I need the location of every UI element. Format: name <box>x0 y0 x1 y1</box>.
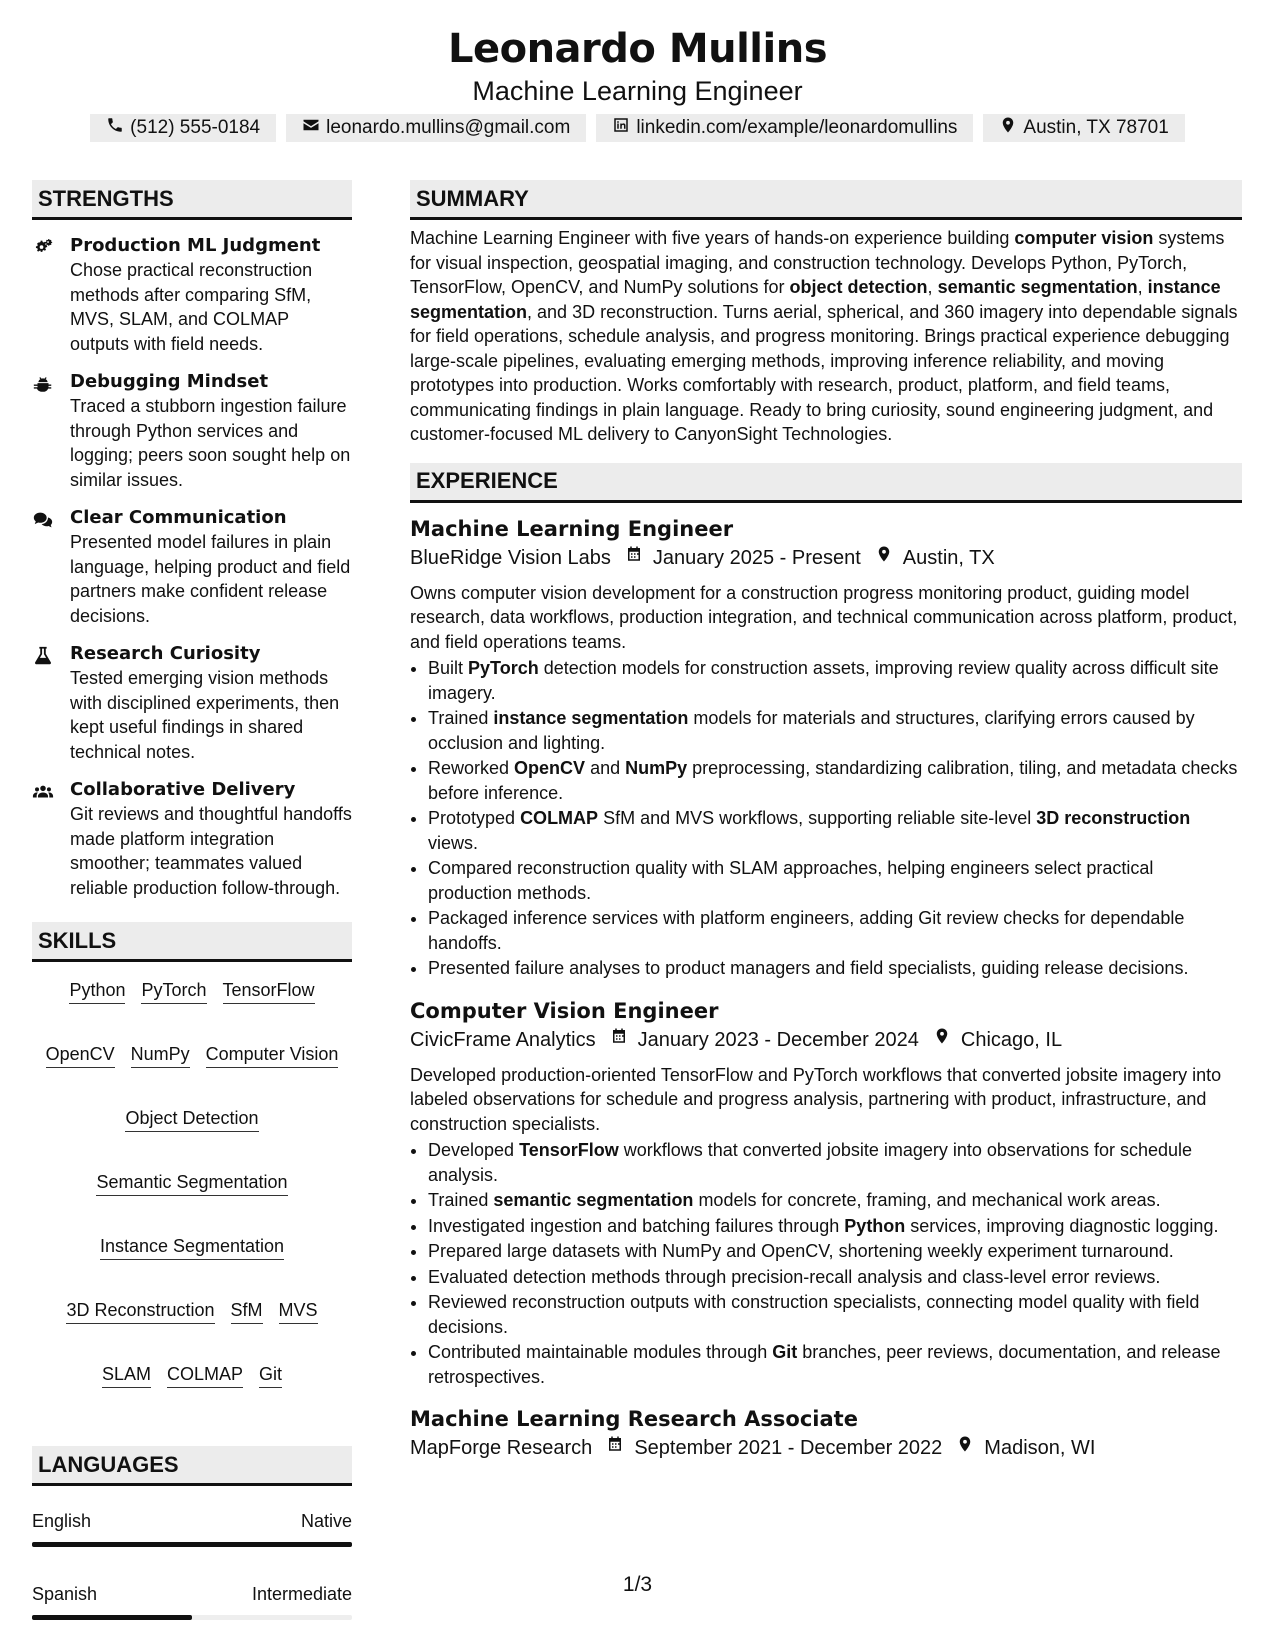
job-bullet: • Developed TensorFlow workflows that converted jobsite imagery into observations for schedule analysis. <box>428 1138 1242 1187</box>
strength-title: Collaborative Delivery <box>70 779 296 800</box>
map-pin-icon <box>861 543 903 573</box>
language-proficiency-bar <box>32 1542 352 1547</box>
job-entry <box>410 515 1242 981</box>
job-bullet: • Evaluated detection methods through precision-recall analysis and class-level error reviews. <box>428 1265 1242 1290</box>
job-entry <box>410 1405 1242 1463</box>
job-description: Owns computer vision development for a construction progress monitoring product, guiding model research, data workflows, production integration, and technical communication across platform, product, and field operations teams. <box>410 582 1238 652</box>
strength-desc: Traced a stubborn ingestion failure through Python services and logging; peers soon sought help on similar issues. <box>70 396 351 490</box>
flask-icon <box>32 642 70 764</box>
skill-tag: Instance Segmentation <box>100 1234 284 1260</box>
calendar-icon <box>592 1433 634 1463</box>
skill-tag: TensorFlow <box>223 978 315 1004</box>
strength-item <box>32 506 352 628</box>
linkedin-icon <box>612 116 630 140</box>
job-company: CivicFrame Analytics <box>410 1028 596 1051</box>
job-description: Developed production-oriented TensorFlow and PyTorch workflows that converted jobsite imagery into labeled observations for schedule and progress analysis, partnering with product, infrastructure, and construction specialists. <box>410 1064 1222 1134</box>
skill-tag: Git <box>259 1362 282 1388</box>
summary-heading: SUMMARY <box>410 180 1242 220</box>
language-proficiency-bar <box>32 1615 352 1620</box>
gears-icon <box>32 234 70 356</box>
job-location: Madison, WI <box>984 1437 1096 1459</box>
language-name: English <box>32 1511 92 1531</box>
language-level: Native <box>300 1511 352 1531</box>
strength-desc: Chose practical reconstruction methods after comparing SfM, MVS, SLAM, and COLMAP outputs with field needs. <box>70 260 313 354</box>
job-dates: September 2021 - December 2022 <box>634 1437 943 1459</box>
languages-heading: LANGUAGES <box>32 1446 352 1486</box>
contact-phone[interactable] <box>90 114 276 142</box>
contact-location <box>983 114 1184 142</box>
strength-desc: Tested emerging vision methods with disciplined experiments, then kept useful findings in shared technical notes. <box>70 668 340 762</box>
experience-list <box>410 515 1242 1464</box>
contact-location-text: Austin, TX 78701 <box>1023 117 1169 138</box>
job-bullet: • Prototyped COLMAP SfM and MVS workflows, supporting reliable site-level 3D reconstruction views. <box>428 806 1242 855</box>
job-company: BlueRidge Vision Labs <box>410 546 611 569</box>
job-location: Chicago, IL <box>960 1028 1063 1051</box>
job-bullet: • Reworked OpenCV and NumPy preprocessing, standardizing calibration, tiling, and metadata checks before inference. <box>428 756 1242 805</box>
skill-tag: Object Detection <box>125 1106 258 1132</box>
summary-text: Machine Learning Engineer with five years of hands-on experience building computer vision systems for visual inspection, geospatial imaging, and construction technology. Develops Python, PyTorch, TensorFlow, OpenCV, and NumPy solutions for object detection, semantic segmentation, instance segmentation, and 3D reconstruction. Turns aerial, spherical, and 360 imagery into dependable signals for field operations, schedule analysis, and progress monitoring. Brings practical experience debugging large-scale pipelines, evaluating emerging methods, improving inference reliability, and moving prototypes into production. Works comfortably with research, product, platform, and field teams, communicating findings in plain language. Ready to bring curiosity, sound engineering judgment, and customer-focused ML delivery to CanyonSight Technologies. <box>410 228 1238 444</box>
job-bullet: • Contributed maintainable modules through Git branches, peer reviews, documentation, and release retrospectives. <box>428 1340 1242 1389</box>
job-title: Machine Learning Research Associate <box>410 1407 858 1431</box>
language-item <box>32 1510 352 1547</box>
contact-email-text: leonardo.mullins@gmail.com <box>326 117 571 138</box>
language-name: Spanish <box>32 1584 98 1604</box>
strength-title: Clear Communication <box>70 507 287 528</box>
experience-heading: EXPERIENCE <box>410 463 1242 503</box>
resume-header <box>0 24 1275 142</box>
candidate-name: Leonardo Mullins <box>447 26 828 72</box>
skill-tag: 3D Reconstruction <box>66 1298 214 1324</box>
contact-linkedin-text: linkedin.com/example/leonardomullins <box>636 117 958 138</box>
job-dates: January 2025 - Present <box>652 546 861 569</box>
skill-tag: COLMAP <box>167 1362 243 1388</box>
map-pin-icon <box>919 1025 961 1055</box>
job-meta <box>410 1025 1242 1055</box>
users-icon <box>32 778 70 900</box>
strength-item <box>32 642 352 764</box>
contact-linkedin[interactable] <box>596 114 973 142</box>
contact-bar <box>0 114 1275 142</box>
job-bullet: • Prepared large datasets with NumPy and OpenCV, shortening weekly experiment turnaround. <box>428 1239 1242 1264</box>
job-bullet: • Packaged inference services with platform engineers, adding Git review checks for dependable handoffs. <box>428 906 1242 955</box>
contact-phone-text: (512) 555-0184 <box>130 117 261 138</box>
phone-icon <box>106 116 124 140</box>
candidate-title: Machine Learning Engineer <box>472 76 803 106</box>
skills-heading: SKILLS <box>32 922 352 962</box>
contact-email[interactable] <box>286 114 586 142</box>
job-meta <box>410 1433 1242 1463</box>
skill-tag: Python <box>69 978 125 1004</box>
map-pin-icon <box>942 1433 984 1463</box>
job-bullet: • Trained semantic segmentation models for concrete, framing, and mechanical work areas. <box>428 1188 1242 1213</box>
job-title: Machine Learning Engineer <box>410 516 734 541</box>
job-company: MapForge Research <box>410 1437 593 1459</box>
skill-tag: SLAM <box>102 1362 151 1388</box>
job-title: Computer Vision Engineer <box>410 998 719 1023</box>
map-pin-icon <box>999 116 1017 140</box>
skills-list <box>32 978 352 1388</box>
job-meta <box>410 543 1242 573</box>
job-bullets <box>410 1138 1242 1389</box>
strength-title: Production ML Judgment <box>70 235 321 256</box>
strength-item <box>32 778 352 900</box>
skill-tag: NumPy <box>131 1042 190 1068</box>
job-bullet: • Trained instance segmentation models for materials and structures, clarifying errors caused by occlusion and lighting. <box>428 706 1242 755</box>
job-bullet: • Reviewed reconstruction outputs with construction specialists, connecting model quality with field decisions. <box>428 1290 1242 1339</box>
envelope-icon <box>302 116 320 140</box>
strength-desc: Git reviews and thoughtful handoffs made platform integration smoother; teammates valued reliable production follow-through. <box>70 804 352 898</box>
skill-tag: Computer Vision <box>206 1042 339 1068</box>
skill-tag: OpenCV <box>46 1042 115 1068</box>
language-proficiency-fill <box>32 1542 352 1547</box>
page-number: 1/3 <box>622 1573 653 1596</box>
skill-tag: SfM <box>231 1298 263 1324</box>
strength-item <box>32 370 352 492</box>
strengths-heading: STRENGTHS <box>32 180 352 220</box>
job-bullet: • Built PyTorch detection models for construction assets, improving review quality across difficult site imagery. <box>428 656 1242 705</box>
comments-icon <box>32 506 70 628</box>
job-bullet: • Compared reconstruction quality with SLAM approaches, helping engineers select practical production methods. <box>428 856 1242 905</box>
skill-tag: PyTorch <box>141 978 206 1004</box>
job-bullet: • Presented failure analyses to product managers and field specialists, guiding release decisions. <box>428 956 1242 981</box>
job-dates: January 2023 - December 2024 <box>637 1028 919 1051</box>
strength-title: Research Curiosity <box>70 643 261 664</box>
skill-tag: MVS <box>279 1298 318 1324</box>
skill-tag: Semantic Segmentation <box>96 1170 287 1196</box>
right-column <box>410 180 1242 1463</box>
language-proficiency-fill <box>32 1615 192 1620</box>
language-level: Intermediate <box>251 1584 352 1604</box>
calendar-icon <box>596 1025 638 1055</box>
job-location: Austin, TX <box>902 546 995 569</box>
calendar-icon <box>611 543 653 573</box>
left-column <box>32 180 352 1620</box>
strength-desc: Presented model failures in plain language, helping product and field partners make confident release decisions. <box>70 532 351 626</box>
job-bullet: • Investigated ingestion and batching failures through Python services, improving diagnostic logging. <box>428 1214 1242 1239</box>
bug-icon <box>32 370 70 492</box>
job-entry <box>410 997 1242 1390</box>
strength-title: Debugging Mindset <box>70 371 269 392</box>
job-bullets <box>410 656 1242 981</box>
strength-item <box>32 234 352 356</box>
